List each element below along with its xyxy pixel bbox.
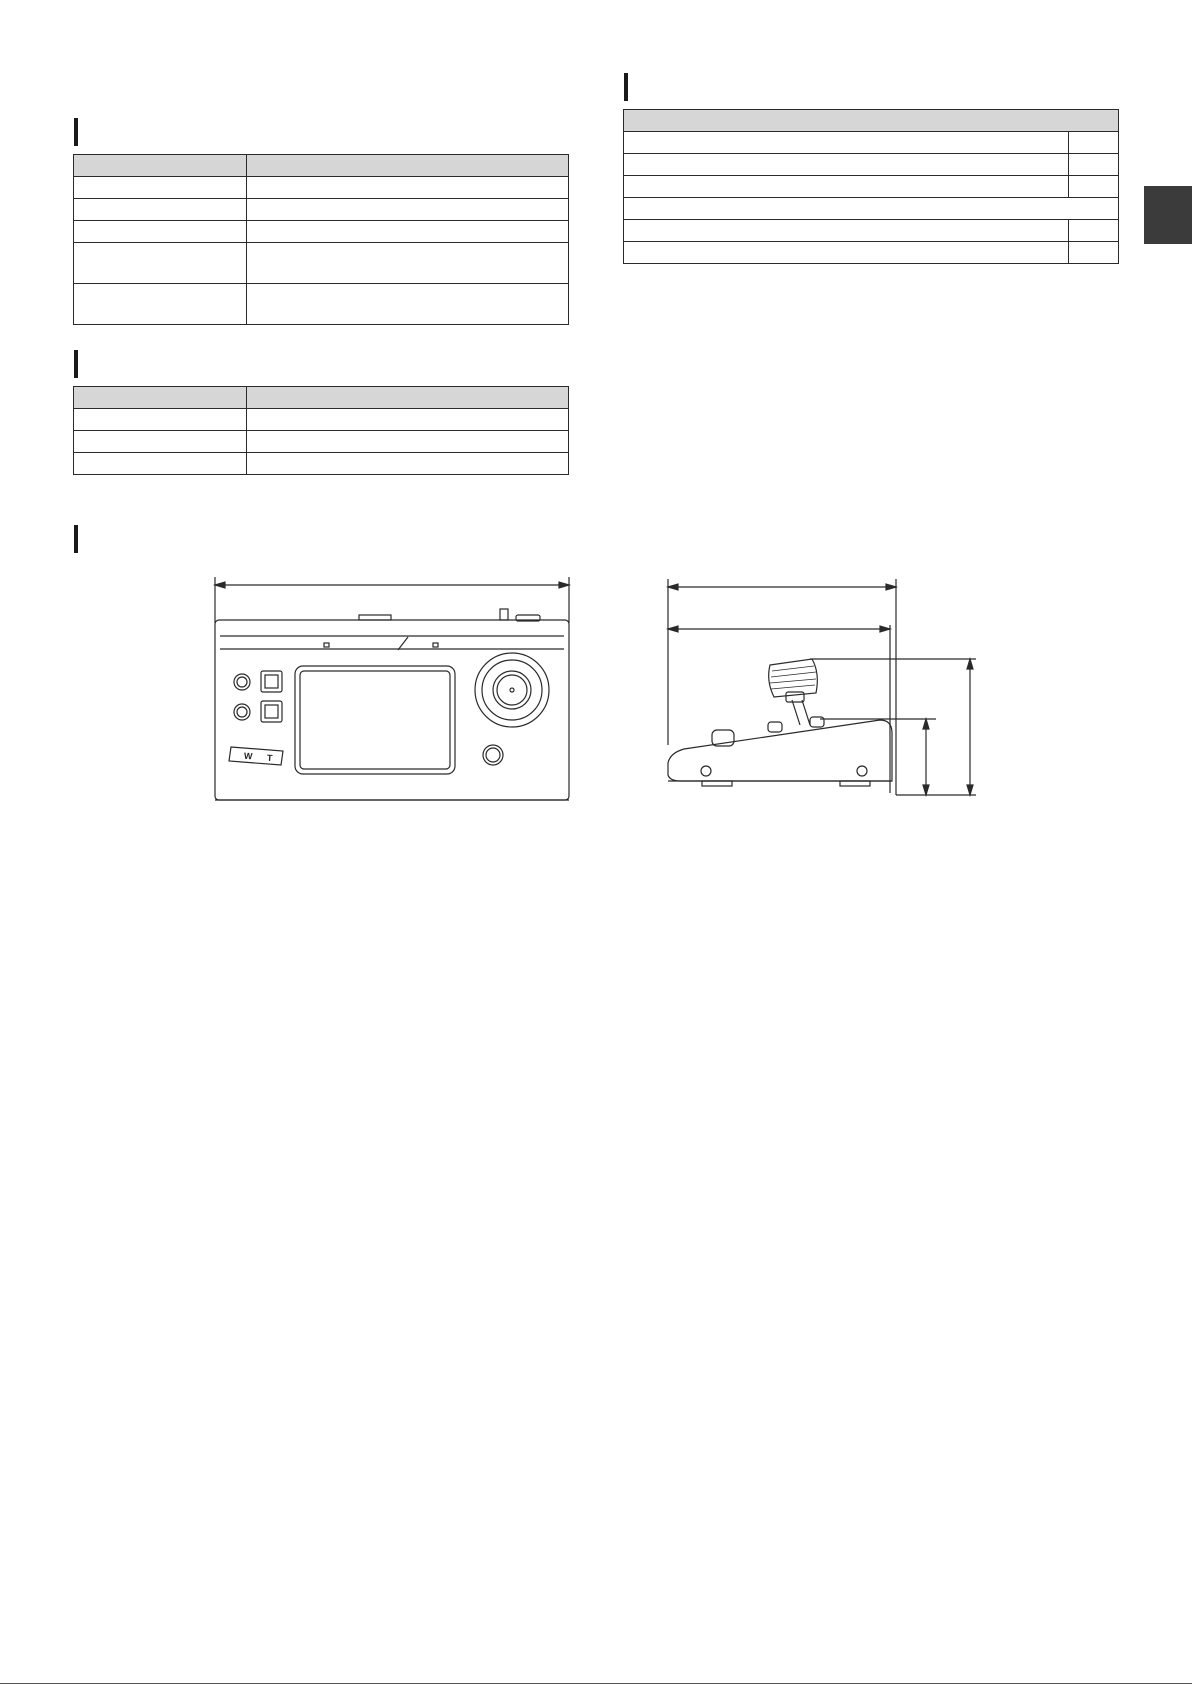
table-cell <box>74 177 247 199</box>
section-tab-marker <box>1144 186 1192 244</box>
table-cell <box>247 199 569 221</box>
table-cell <box>247 243 569 284</box>
spec-table-a <box>73 154 569 325</box>
spec-table-c <box>623 109 1119 264</box>
side-view-drawing <box>660 575 990 805</box>
table-cell <box>624 132 1069 154</box>
table-cell <box>247 177 569 199</box>
table-row <box>624 242 1119 264</box>
table-cell <box>74 431 247 453</box>
front-view-drawing <box>205 575 585 805</box>
table-row <box>624 198 1119 220</box>
table-cell <box>624 176 1069 198</box>
zoom-wide-label: W <box>243 750 253 762</box>
table-row <box>74 431 569 453</box>
table-cell <box>1069 176 1119 198</box>
table-header-row <box>74 387 569 409</box>
page-bottom-rule <box>0 1683 1192 1684</box>
table-cell <box>624 242 1069 264</box>
table-row <box>624 154 1119 176</box>
table-cell <box>624 198 1119 220</box>
table-row <box>74 221 569 243</box>
spec-table-b <box>73 386 569 475</box>
table-cell <box>247 453 569 475</box>
table-cell <box>74 199 247 221</box>
table-cell <box>74 284 247 325</box>
table-cell <box>624 154 1069 176</box>
table-row <box>74 453 569 475</box>
table-header-cell <box>624 110 1119 132</box>
table-row <box>74 199 569 221</box>
table-cell <box>74 409 247 431</box>
table-cell <box>1069 132 1119 154</box>
table-cell <box>624 220 1069 242</box>
table-cell <box>1069 154 1119 176</box>
table-row <box>624 132 1119 154</box>
table-header-cell <box>74 155 247 177</box>
table-header-cell <box>247 387 569 409</box>
table-row <box>74 284 569 325</box>
table-cell <box>74 221 247 243</box>
table-header-row <box>624 110 1119 132</box>
table-cell <box>247 431 569 453</box>
table-cell <box>1069 220 1119 242</box>
table-header-cell <box>247 155 569 177</box>
table-cell <box>74 243 247 284</box>
section-heading-bar-3 <box>74 525 78 553</box>
table-row <box>74 243 569 284</box>
table-cell <box>1069 242 1119 264</box>
table-header-row <box>74 155 569 177</box>
zoom-tele-label: T <box>266 752 273 764</box>
section-heading-bar-2 <box>74 350 78 378</box>
table-cell <box>247 409 569 431</box>
table-header-cell <box>74 387 247 409</box>
table-row <box>624 220 1119 242</box>
table-cell <box>247 221 569 243</box>
section-heading-bar-1 <box>74 118 78 146</box>
table-cell <box>74 453 247 475</box>
table-row <box>74 409 569 431</box>
table-row <box>74 177 569 199</box>
table-cell <box>247 284 569 325</box>
table-row <box>624 176 1119 198</box>
section-heading-bar-4 <box>624 73 628 101</box>
